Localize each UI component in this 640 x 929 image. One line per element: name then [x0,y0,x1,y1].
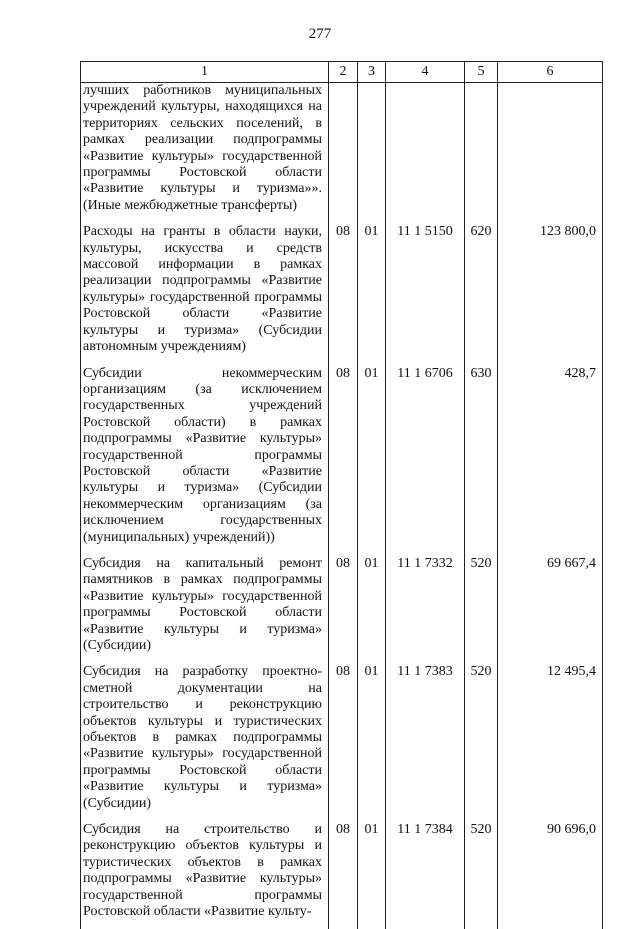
table-header-row [81,62,603,83]
budget-table [80,61,603,929]
row-subsection [358,83,386,223]
row-amount: 12 495,4 [498,662,603,820]
row-section: 08 [329,554,358,662]
table-row [81,554,603,662]
row-expense-type: 520 [465,554,498,662]
row-target-article: 11 1 5150 [386,222,465,363]
row-amount: 69 667,4 [498,554,603,662]
row-amount: 123 800,0 [498,222,603,363]
row-name: лучших работников муниципальных учреждений культуры, находящихся на территориях сельских поселений, в рамках реализации подпрограммы «Развитие культуры» государственной программы Ростовской области «Развитие культуры и туризма»». (Иные межбюджетные трансферты) [81,83,329,223]
row-section: 08 [329,820,358,928]
column-header: 2 [329,62,358,83]
row-expense-type: 630 [465,364,498,554]
row-section [329,83,358,223]
row-amount [498,83,603,223]
page-number: 277 [308,26,332,42]
row-name: Субсидии некоммерческим организациям (за исключением государственных учреждений Ростовской области) в рамках подпрограммы «Развитие культуры» государственной программы Ростовской области «Развитие культуры и туризма» (Субсидии некоммерческим организациям (за исключением государственных (муниципальных) учреждений)) [81,364,329,554]
table-row [81,820,603,928]
row-subsection: 01 [358,662,386,820]
row-expense-type: 520 [465,662,498,820]
column-header: 1 [81,62,329,83]
row-target-article: 11 1 7384 [386,820,465,928]
row-section: 08 [329,222,358,363]
column-header: 4 [386,62,465,83]
row-expense-type [465,83,498,223]
row-name: Субсидия на капитальный ремонт памятников в рамках подпрограммы «Развитие культуры» государственной программы Ростовской области «Развитие культуры и туризма» (Субсидии) [81,554,329,662]
row-subsection: 01 [358,364,386,554]
row-expense-type: 520 [465,820,498,928]
row-name: Субсидия на строительство и реконструкцию объектов культуры и туристических объектов в рамках подпрограммы «Развитие культуры» государственной программы Ростовской области «Развитие культу- [81,820,329,928]
row-subsection: 01 [358,554,386,662]
table-row [81,364,603,554]
row-name: Расходы на гранты в области науки, культуры, искусства и средств массовой информации в рамках реализации подпрограммы «Развитие культуры» государственной программы Ростовской области «Развитие культуры и туризма» (Субсидии автономным учреждениям) [81,222,329,363]
row-subsection: 01 [358,820,386,928]
table-row [81,222,603,363]
row-amount: 90 696,0 [498,820,603,928]
column-header: 5 [465,62,498,83]
row-target-article: 11 1 7332 [386,554,465,662]
row-target-article: 11 1 7383 [386,662,465,820]
row-name: Субсидия на разработку проектно-сметной документации на строительство и реконструкцию объектов культуры и туристических объектов в рамках подпрограммы «Развитие культуры» государственной программы Ростовской области «Развитие культуры и туризма» (Субсидии) [81,662,329,820]
table-row [81,662,603,820]
row-expense-type: 620 [465,222,498,363]
row-subsection: 01 [358,222,386,363]
row-target-article: 11 1 6706 [386,364,465,554]
row-section: 08 [329,662,358,820]
column-header: 6 [498,62,603,83]
table-row [81,83,603,223]
column-header: 3 [358,62,386,83]
row-amount: 428,7 [498,364,603,554]
row-target-article [386,83,465,223]
row-section: 08 [329,364,358,554]
